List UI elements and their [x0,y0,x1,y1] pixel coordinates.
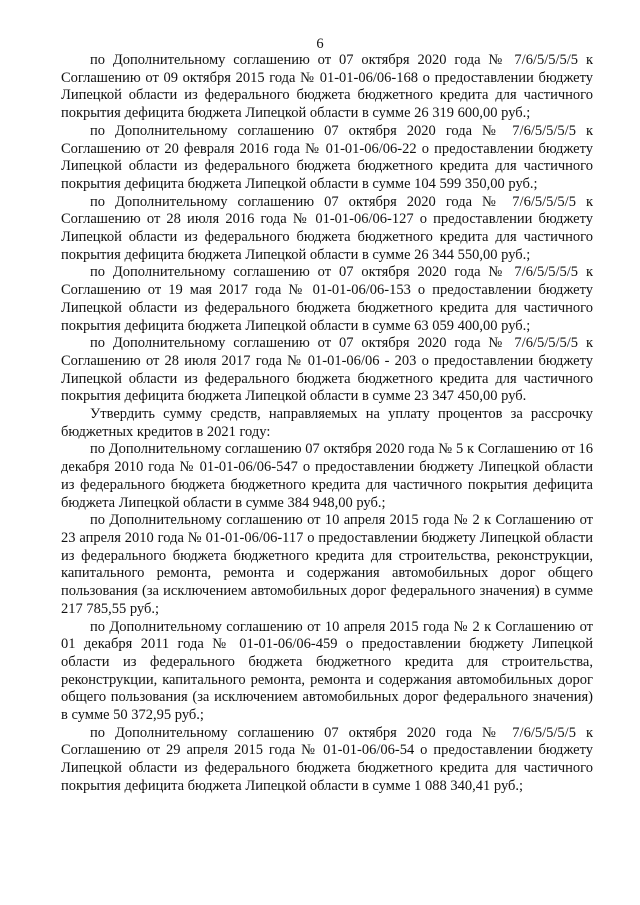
paragraph-agreement-127: по Дополнительному соглашению 07 октября 2020 года № 7/6/5/5/5/5 к Соглашению от 28 июля 2016 года № 01-01-06/06-127 о предоставлении бюджету Липецкой области из федерального бюджета бюджетного кредита для частичного покрытия дефицита бюджета Липецкой области в сумме 26 344 550,00 руб.; [61,193,593,263]
paragraph-interest-54: по Дополнительному соглашению 07 октября 2020 года № 7/6/5/5/5/5 к Соглашению от 29 апреля 2015 года № 01-01-06/06-54 о предоставлении бюджету Липецкой области из федерального бюджета бюджетного кредита для частичного покрытия дефицита бюджета Липецкой области в сумме 1 088 340,41 руб.; [61,724,593,794]
page-number: 6 [316,36,324,52]
paragraph-agreement-168: по Дополнительному соглашению от 07 октября 2020 года № 7/6/5/5/5/5 к Соглашению от 09 октября 2015 года № 01-01-06/06-168 о предоставлении бюджету Липецкой области из федерального бюджета бюджетного кредита для частичного покрытия дефицита бюджета Липецкой области в сумме 26 319 600,00 руб.; [61,52,593,122]
paragraph-agreement-153: по Дополнительному соглашению от 07 октября 2020 года № 7/6/5/5/5/5 к Соглашению от 19 мая 2017 года № 01-01-06/06-153 о предоставлении бюджету Липецкой области из федерального бюджета бюджетного кредита для частичного покрытия дефицита бюджета Липецкой области в сумме 63 059 400,00 руб.; [61,264,593,334]
paragraph-agreement-203: по Дополнительному соглашению от 07 октября 2020 года № 7/6/5/5/5/5 к Соглашению от 28 июля 2017 года № 01-01-06/06 - 203 о предоставлении бюджету Липецкой области из федерального бюджета бюджетного кредита для частичного покрытия дефицита бюджета Липецкой области в сумме 23 347 450,00 руб. [61,335,593,405]
document-body [61,52,593,796]
paragraph-agreement-22: по Дополнительному соглашению 07 октября 2020 года № 7/6/5/5/5/5 к Соглашению от 20 февраля 2016 года № 01-01-06/06-22 о предоставлении бюджету Липецкой области из федерального бюджета бюджетного кредита для частичного покрытия дефицита бюджета Липецкой области в сумме 104 599 350,00 руб.; [61,122,593,192]
paragraph-interest-117: по Дополнительному соглашению от 10 апреля 2015 года № 2 к Соглашению от 23 апреля 2010 года № 01-01-06/06-117 о предоставлении бюджету Липецкой области из федерального бюджета бюджетного кредита для строительства, реконструкции, капитального ремонта, ремонта и содержания автомобильных дорог общего пользования (за исключением автомобильных дорог федерального значения) в сумме 217 785,55 руб.; [61,512,593,617]
paragraph-interest-intro: Утвердить сумму средств, направляемых на уплату процентов за рассрочку бюджетных кредитов в 2021 году: [61,406,593,440]
paragraph-interest-547: по Дополнительному соглашению 07 октября 2020 года № 5 к Соглашению от 16 декабря 2010 года № 01-01-06/06-547 о предоставлении бюджету Липецкой области из федерального бюджета бюджетного кредита для частичного покрытия дефицита бюджета Липецкой области в сумме 384 948,00 руб.; [61,441,593,511]
paragraph-interest-459: по Дополнительному соглашению от 10 апреля 2015 года № 2 к Соглашению от 01 декабря 2011 года № 01-01-06/06-459 о предоставлении бюджету Липецкой области из федерального бюджета бюджетного кредита для строительства, реконструкции, капитального ремонта, ремонта и содержания автомобильных дорог общего пользования (за исключением автомобильных дорог федерального значения) в сумме 50 372,95 руб.; [61,618,593,724]
